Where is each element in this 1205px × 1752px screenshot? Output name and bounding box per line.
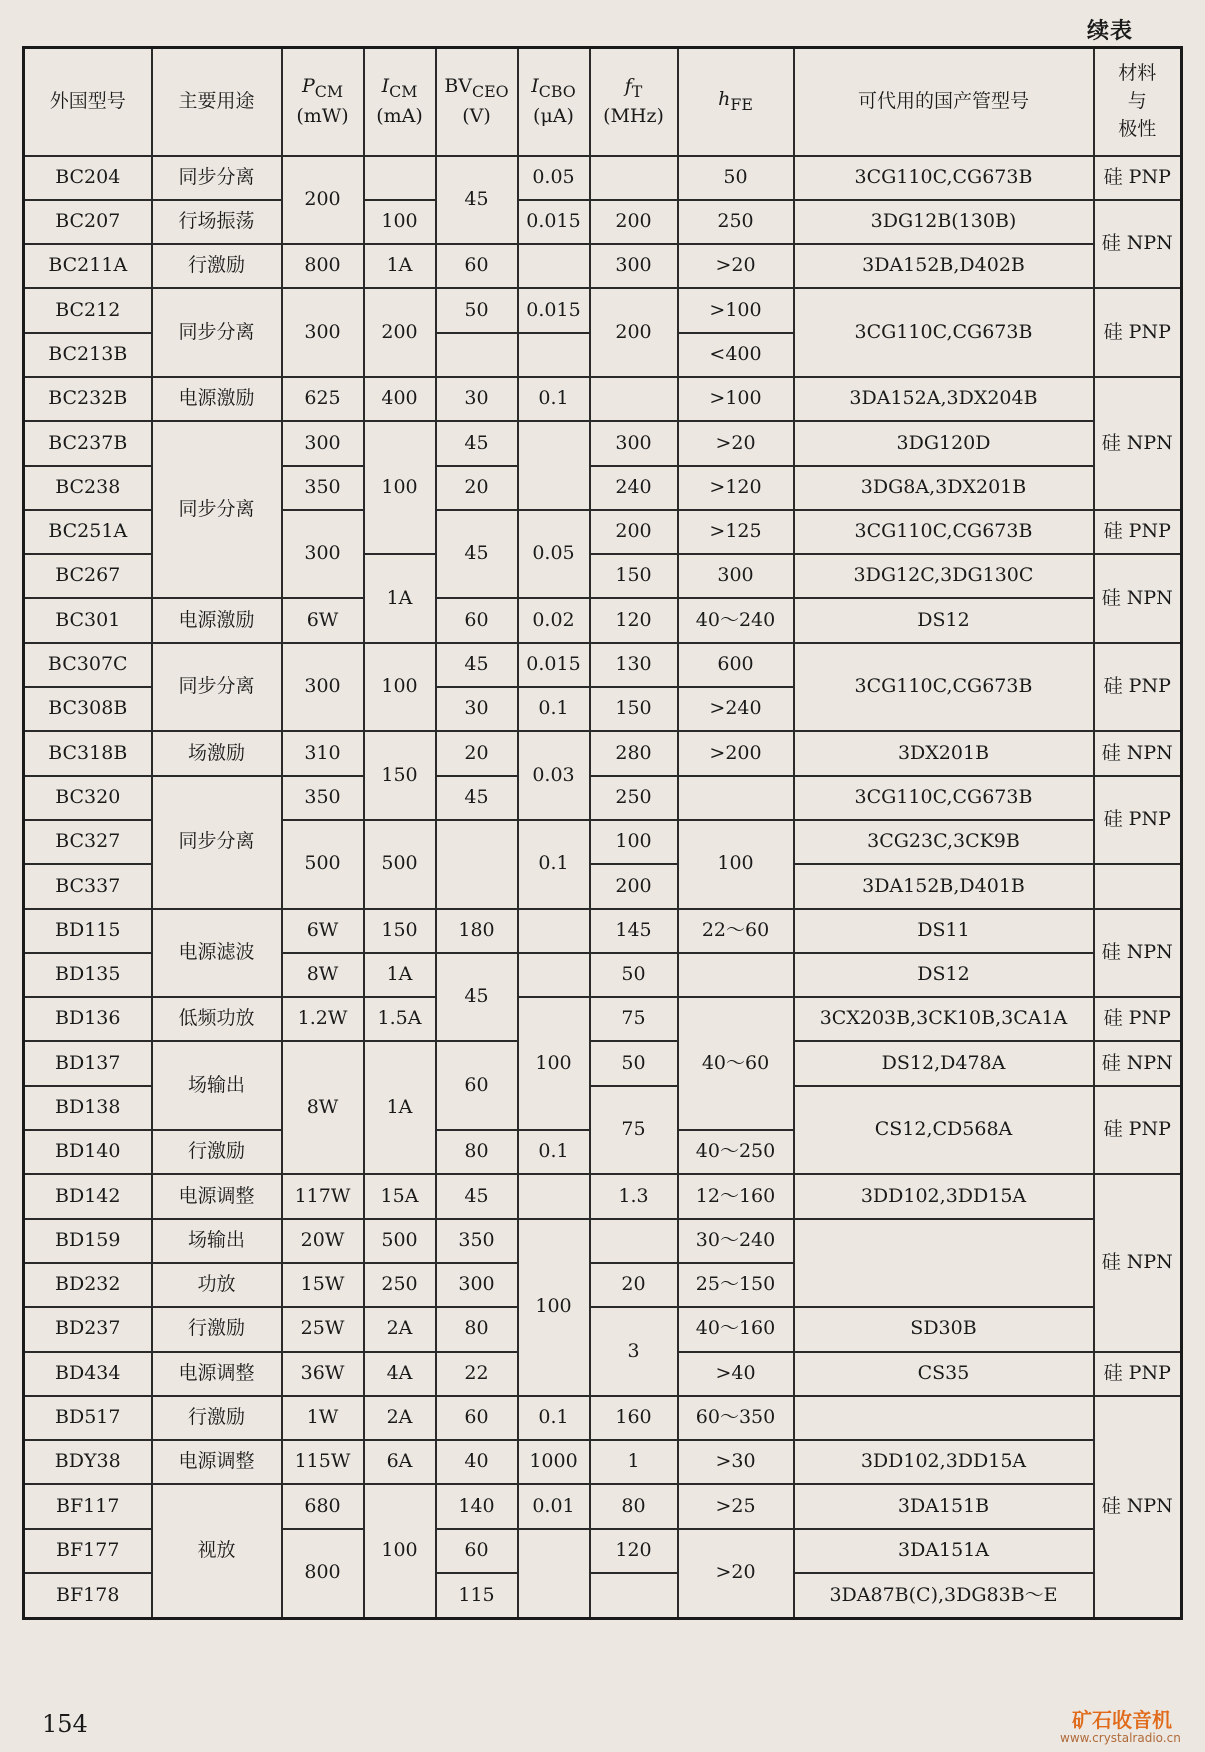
cell-icbo: 1000 <box>518 1440 590 1484</box>
cell-replacement: DS12,D478A <box>794 1041 1094 1085</box>
cell-bvceo: 80 <box>436 1307 518 1351</box>
cell-icbo: 0.015 <box>518 200 590 244</box>
cell-icbo: 0.1 <box>518 820 590 909</box>
cell-usage: 同步分离 <box>152 643 282 732</box>
cell-hfe: 25～150 <box>678 1263 794 1307</box>
cell-hfe: >25 <box>678 1484 794 1528</box>
table-row <box>24 156 1182 200</box>
cell-ft: 240 <box>590 466 678 510</box>
cell-usage: 视放 <box>152 1484 282 1618</box>
cell-pcm: 36W <box>282 1352 364 1396</box>
cell-bvceo: 45 <box>436 156 518 245</box>
cell-material: 硅 PNP <box>1094 288 1182 377</box>
header-row <box>24 48 1182 156</box>
cell-bvceo: 45 <box>436 421 518 465</box>
cell-material: 硅 PNP <box>1094 1086 1182 1175</box>
cell-bvceo: 60 <box>436 1396 518 1440</box>
table-row <box>24 1174 1182 1218</box>
cell-material: 硅 NPN <box>1094 554 1182 643</box>
cell-hfe: 50 <box>678 156 794 200</box>
cell-icm: 100 <box>364 643 436 732</box>
cell-replacement: 3CG23C,3CK9B <box>794 820 1094 864</box>
cell-ft: 3 <box>590 1307 678 1396</box>
cell-pcm: 6W <box>282 909 364 953</box>
cell-icbo: 100 <box>518 997 590 1130</box>
cell-hfe: >240 <box>678 687 794 731</box>
cell-replacement: DS11 <box>794 909 1094 953</box>
cell-bvceo: 22 <box>436 1352 518 1396</box>
header-icbo: $I_{CBO}$ (μA) <box>518 48 590 156</box>
cell-icm: 4A <box>364 1352 436 1396</box>
cell-ft: 75 <box>590 997 678 1041</box>
cell-bvceo: 180 <box>436 909 518 953</box>
cell-model: BD137 <box>24 1041 152 1085</box>
cell-usage: 行激励 <box>152 244 282 288</box>
cell-pcm: 350 <box>282 466 364 510</box>
cell-icbo: 0.015 <box>518 643 590 687</box>
cell-pcm: 800 <box>282 244 364 288</box>
continued-label: 续表 <box>1087 18 1134 44</box>
cell-icm: 1A <box>364 1041 436 1174</box>
watermark-logo: 矿石收音机 <box>1072 1708 1172 1732</box>
cell-material: 硅 PNP <box>1094 776 1182 865</box>
table-row <box>24 731 1182 775</box>
cell-material: 硅 NPN <box>1094 909 1182 998</box>
cell-model: BD517 <box>24 1396 152 1440</box>
cell-model: BD135 <box>24 953 152 997</box>
cell-replacement: DS12 <box>794 598 1094 642</box>
cell-icm: 2A <box>364 1396 436 1440</box>
cell-bvceo: 45 <box>436 643 518 687</box>
cell-icbo: 0.05 <box>518 510 590 599</box>
cell-ft <box>590 1573 678 1619</box>
cell-hfe: >40 <box>678 1352 794 1396</box>
cell-icm: 6A <box>364 1440 436 1484</box>
table-row <box>24 909 1182 953</box>
cell-replacement: 3DA151B <box>794 1484 1094 1528</box>
cell-icbo: 0.05 <box>518 156 590 200</box>
cell-ft: 145 <box>590 909 678 953</box>
cell-icbo <box>518 1529 590 1619</box>
cell-icbo: 0.02 <box>518 598 590 642</box>
cell-ft: 280 <box>590 731 678 775</box>
cell-usage: 场输出 <box>152 1041 282 1130</box>
cell-pcm: 350 <box>282 776 364 820</box>
cell-bvceo: 140 <box>436 1484 518 1528</box>
cell-ft: 200 <box>590 288 678 377</box>
cell-pcm: 1W <box>282 1396 364 1440</box>
table-row <box>24 643 1182 687</box>
cell-usage: 同步分离 <box>152 776 282 909</box>
cell-icbo: 100 <box>518 1219 590 1396</box>
cell-ft: 150 <box>590 554 678 598</box>
header-replacement: 可代用的国产管型号 <box>794 48 1094 156</box>
cell-bvceo: 40 <box>436 1440 518 1484</box>
cell-icm: 1A <box>364 554 436 643</box>
cell-icm <box>364 156 436 200</box>
cell-replacement: 3CG110C,CG673B <box>794 776 1094 820</box>
cell-material: 硅 NPN <box>1094 1174 1182 1351</box>
cell-pcm: 800 <box>282 1529 364 1619</box>
header-usage: 主要用途 <box>152 48 282 156</box>
cell-pcm: 680 <box>282 1484 364 1528</box>
table-row <box>24 421 1182 465</box>
cell-usage: 行激励 <box>152 1396 282 1440</box>
table-row <box>24 997 1182 1041</box>
cell-icm: 1A <box>364 953 436 997</box>
cell-model: BC318B <box>24 731 152 775</box>
cell-usage: 行激励 <box>152 1130 282 1174</box>
cell-hfe: 40～60 <box>678 997 794 1130</box>
cell-model: BC251A <box>24 510 152 554</box>
cell-hfe: >120 <box>678 466 794 510</box>
cell-material <box>1094 864 1182 908</box>
cell-replacement: 3DA152B,D401B <box>794 864 1094 908</box>
cell-ft: 300 <box>590 421 678 465</box>
cell-usage: 电源激励 <box>152 598 282 642</box>
cell-bvceo: 20 <box>436 731 518 775</box>
cell-icm: 400 <box>364 377 436 421</box>
cell-model: BD232 <box>24 1263 152 1307</box>
transistor-substitution-table <box>22 46 1183 1620</box>
cell-bvceo: 350 <box>436 1219 518 1263</box>
cell-replacement: 3DD102,3DD15A <box>794 1174 1094 1218</box>
table-row <box>24 1219 1182 1263</box>
cell-model: BC238 <box>24 466 152 510</box>
cell-model: BD159 <box>24 1219 152 1263</box>
cell-hfe: >20 <box>678 1529 794 1619</box>
cell-replacement: 3DG8A,3DX201B <box>794 466 1094 510</box>
cell-replacement: 3CX203B,3CK10B,3CA1A <box>794 997 1094 1041</box>
cell-replacement: 3CG110C,CG673B <box>794 288 1094 377</box>
cell-hfe: 40～250 <box>678 1130 794 1174</box>
cell-hfe: 250 <box>678 200 794 244</box>
cell-model: BD434 <box>24 1352 152 1396</box>
cell-pcm: 25W <box>282 1307 364 1351</box>
cell-pcm: 6W <box>282 598 364 642</box>
cell-model: BD138 <box>24 1086 152 1130</box>
cell-hfe: >100 <box>678 377 794 421</box>
cell-usage: 同步分离 <box>152 288 282 377</box>
table-row <box>24 1440 1182 1484</box>
cell-hfe <box>678 776 794 820</box>
cell-model: BD237 <box>24 1307 152 1351</box>
cell-icbo <box>518 244 590 288</box>
cell-model: BD142 <box>24 1174 152 1218</box>
cell-pcm: 117W <box>282 1174 364 1218</box>
cell-hfe: >20 <box>678 244 794 288</box>
cell-usage: 电源调整 <box>152 1440 282 1484</box>
cell-ft: 75 <box>590 1086 678 1175</box>
cell-model: BD115 <box>24 909 152 953</box>
cell-icbo: 0.1 <box>518 377 590 421</box>
cell-hfe: 300 <box>678 554 794 598</box>
cell-icbo <box>518 953 590 997</box>
cell-model: BC211A <box>24 244 152 288</box>
cell-material: 硅 PNP <box>1094 997 1182 1041</box>
cell-pcm: 300 <box>282 421 364 465</box>
cell-ft <box>590 377 678 421</box>
cell-pcm: 200 <box>282 156 364 245</box>
cell-pcm: 300 <box>282 643 364 732</box>
header-bvceo: $BV_{CEO}$ (V) <box>436 48 518 156</box>
cell-bvceo: 45 <box>436 510 518 599</box>
header-hfe: $h_{FE}$ <box>678 48 794 156</box>
cell-icm: 15A <box>364 1174 436 1218</box>
cell-material: 硅 NPN <box>1094 1041 1182 1085</box>
cell-ft: 250 <box>590 776 678 820</box>
cell-hfe: 100 <box>678 820 794 909</box>
cell-bvceo: 300 <box>436 1263 518 1307</box>
cell-usage: 电源调整 <box>152 1174 282 1218</box>
cell-ft: 300 <box>590 244 678 288</box>
cell-replacement: 3DA151A <box>794 1529 1094 1573</box>
cell-ft: 50 <box>590 1041 678 1085</box>
cell-usage: 低频功放 <box>152 997 282 1041</box>
cell-hfe: >125 <box>678 510 794 554</box>
cell-hfe: >100 <box>678 288 794 332</box>
cell-icbo <box>518 421 590 510</box>
cell-model: BDY38 <box>24 1440 152 1484</box>
cell-replacement: 3DX201B <box>794 731 1094 775</box>
table-row <box>24 1396 1182 1440</box>
cell-material: 硅 NPN <box>1094 731 1182 775</box>
cell-bvceo: 30 <box>436 377 518 421</box>
cell-hfe: 30～240 <box>678 1219 794 1263</box>
cell-bvceo: 45 <box>436 953 518 1042</box>
cell-bvceo: 115 <box>436 1573 518 1619</box>
cell-icm: 150 <box>364 731 436 820</box>
cell-icm: 100 <box>364 200 436 244</box>
cell-replacement: DS12 <box>794 953 1094 997</box>
cell-icbo: 0.1 <box>518 1130 590 1174</box>
cell-material: 硅 PNP <box>1094 643 1182 732</box>
watermark-url: www.crystalradio.cn <box>1060 1731 1181 1745</box>
cell-model: BC232B <box>24 377 152 421</box>
table-row <box>24 377 1182 421</box>
cell-icm: 500 <box>364 1219 436 1263</box>
cell-ft: 120 <box>590 1529 678 1573</box>
cell-bvceo: 60 <box>436 244 518 288</box>
cell-usage: 同步分离 <box>152 156 282 200</box>
table-row <box>24 1041 1182 1085</box>
cell-pcm: 300 <box>282 510 364 599</box>
cell-icm: 100 <box>364 1484 436 1618</box>
cell-bvceo: 60 <box>436 598 518 642</box>
cell-model: BC204 <box>24 156 152 200</box>
cell-model: BC213B <box>24 333 152 377</box>
cell-hfe: 40～160 <box>678 1307 794 1351</box>
cell-usage: 电源激励 <box>152 377 282 421</box>
cell-replacement: SD30B <box>794 1307 1094 1351</box>
cell-bvceo: 45 <box>436 776 518 820</box>
table-row <box>24 288 1182 332</box>
cell-bvceo: 45 <box>436 1174 518 1218</box>
cell-pcm: 115W <box>282 1440 364 1484</box>
cell-icm: 500 <box>364 820 436 909</box>
cell-pcm: 310 <box>282 731 364 775</box>
cell-icm: 200 <box>364 288 436 377</box>
cell-hfe: 40～240 <box>678 598 794 642</box>
cell-model: BC301 <box>24 598 152 642</box>
cell-model: BD140 <box>24 1130 152 1174</box>
cell-pcm: 8W <box>282 953 364 997</box>
cell-material: 硅 NPN <box>1094 200 1182 289</box>
cell-model: BC207 <box>24 200 152 244</box>
cell-pcm: 500 <box>282 820 364 909</box>
cell-ft: 1 <box>590 1440 678 1484</box>
cell-icm: 1.5A <box>364 997 436 1041</box>
cell-icbo <box>518 333 590 377</box>
cell-bvceo: 50 <box>436 288 518 332</box>
cell-replacement: 3DA152A,3DX204B <box>794 377 1094 421</box>
cell-hfe: 600 <box>678 643 794 687</box>
cell-hfe: >200 <box>678 731 794 775</box>
cell-hfe: 22～60 <box>678 909 794 953</box>
cell-model: BC337 <box>24 864 152 908</box>
cell-bvceo: 30 <box>436 687 518 731</box>
cell-ft: 200 <box>590 864 678 908</box>
cell-icm: 1A <box>364 244 436 288</box>
cell-pcm: 1.2W <box>282 997 364 1041</box>
page-number: 154 <box>42 1710 88 1738</box>
cell-ft: 200 <box>590 200 678 244</box>
cell-hfe: >20 <box>678 421 794 465</box>
cell-hfe: <400 <box>678 333 794 377</box>
table-row <box>24 1484 1182 1528</box>
cell-replacement: 3DG12B(130B) <box>794 200 1094 244</box>
cell-hfe: 12～160 <box>678 1174 794 1218</box>
cell-model: BD136 <box>24 997 152 1041</box>
cell-icbo: 0.01 <box>518 1484 590 1528</box>
cell-model: BC212 <box>24 288 152 332</box>
cell-ft: 130 <box>590 643 678 687</box>
cell-replacement: 3CG110C,CG673B <box>794 156 1094 200</box>
cell-material: 硅 PNP <box>1094 510 1182 554</box>
cell-icm: 150 <box>364 909 436 953</box>
header-icm: $I_{CM}$ (mA) <box>364 48 436 156</box>
cell-replacement <box>794 1396 1094 1440</box>
cell-ft <box>590 156 678 200</box>
cell-icbo: 0.1 <box>518 1396 590 1440</box>
cell-ft: 50 <box>590 953 678 997</box>
table-row <box>24 244 1182 288</box>
cell-usage: 场输出 <box>152 1219 282 1263</box>
cell-pcm: 300 <box>282 288 364 377</box>
cell-icbo: 0.03 <box>518 731 590 820</box>
cell-hfe: >30 <box>678 1440 794 1484</box>
cell-icm: 2A <box>364 1307 436 1351</box>
cell-material: 硅 NPN <box>1094 377 1182 510</box>
cell-model: BC308B <box>24 687 152 731</box>
table-row <box>24 598 1182 642</box>
cell-ft: 160 <box>590 1396 678 1440</box>
cell-icbo <box>518 1174 590 1218</box>
cell-bvceo <box>436 333 518 377</box>
cell-usage: 功放 <box>152 1263 282 1307</box>
cell-bvceo: 60 <box>436 1529 518 1573</box>
cell-pcm: 8W <box>282 1041 364 1174</box>
cell-model: BC267 <box>24 554 152 598</box>
cell-usage: 电源调整 <box>152 1352 282 1396</box>
cell-bvceo: 20 <box>436 466 518 510</box>
cell-usage: 场激励 <box>152 731 282 775</box>
cell-material: 硅 PNP <box>1094 156 1182 200</box>
cell-replacement <box>794 1219 1094 1308</box>
cell-ft: 150 <box>590 687 678 731</box>
cell-usage: 电源滤波 <box>152 909 282 998</box>
cell-ft: 120 <box>590 598 678 642</box>
cell-replacement: 3DD102,3DD15A <box>794 1440 1094 1484</box>
cell-replacement: 3DG120D <box>794 421 1094 465</box>
cell-model: BF117 <box>24 1484 152 1528</box>
cell-model: BC307C <box>24 643 152 687</box>
cell-bvceo: 60 <box>436 1041 518 1130</box>
cell-ft: 1.3 <box>590 1174 678 1218</box>
cell-replacement: CS12,CD568A <box>794 1086 1094 1175</box>
table-row <box>24 776 1182 820</box>
cell-ft: 200 <box>590 510 678 554</box>
header-material: 材料 与 极性 <box>1094 48 1182 156</box>
table-row <box>24 200 1182 244</box>
header-ft: $f_T$ (MHz) <box>590 48 678 156</box>
cell-model: BF177 <box>24 1529 152 1573</box>
cell-model: BC320 <box>24 776 152 820</box>
cell-hfe <box>678 953 794 997</box>
cell-replacement: 3CG110C,CG673B <box>794 510 1094 554</box>
header-model: 外国型号 <box>24 48 152 156</box>
cell-model: BC237B <box>24 421 152 465</box>
cell-hfe: 60～350 <box>678 1396 794 1440</box>
cell-replacement: CS35 <box>794 1352 1094 1396</box>
cell-icbo <box>518 909 590 953</box>
cell-ft: 20 <box>590 1263 678 1307</box>
cell-icm: 100 <box>364 421 436 554</box>
cell-replacement: 3DA87B(C),3DG83B～E <box>794 1573 1094 1619</box>
cell-ft: 100 <box>590 820 678 864</box>
cell-icbo: 0.015 <box>518 288 590 332</box>
cell-material: 硅 NPN <box>1094 1396 1182 1619</box>
cell-pcm: 625 <box>282 377 364 421</box>
cell-icbo: 0.1 <box>518 687 590 731</box>
cell-usage: 行激励 <box>152 1307 282 1351</box>
header-pcm: $P_{CM}$ (mW) <box>282 48 364 156</box>
cell-usage: 同步分离 <box>152 421 282 598</box>
cell-usage: 行场振荡 <box>152 200 282 244</box>
cell-pcm: 20W <box>282 1219 364 1263</box>
cell-material: 硅 PNP <box>1094 1352 1182 1396</box>
cell-bvceo: 80 <box>436 1130 518 1174</box>
cell-pcm: 15W <box>282 1263 364 1307</box>
cell-bvceo <box>436 820 518 909</box>
cell-replacement: 3DG12C,3DG130C <box>794 554 1094 598</box>
cell-model: BF178 <box>24 1573 152 1619</box>
cell-icm: 250 <box>364 1263 436 1307</box>
cell-ft: 80 <box>590 1484 678 1528</box>
cell-replacement: 3CG110C,CG673B <box>794 643 1094 732</box>
cell-ft <box>590 1219 678 1263</box>
cell-model: BC327 <box>24 820 152 864</box>
table-row <box>24 1307 1182 1351</box>
cell-replacement: 3DA152B,D402B <box>794 244 1094 288</box>
